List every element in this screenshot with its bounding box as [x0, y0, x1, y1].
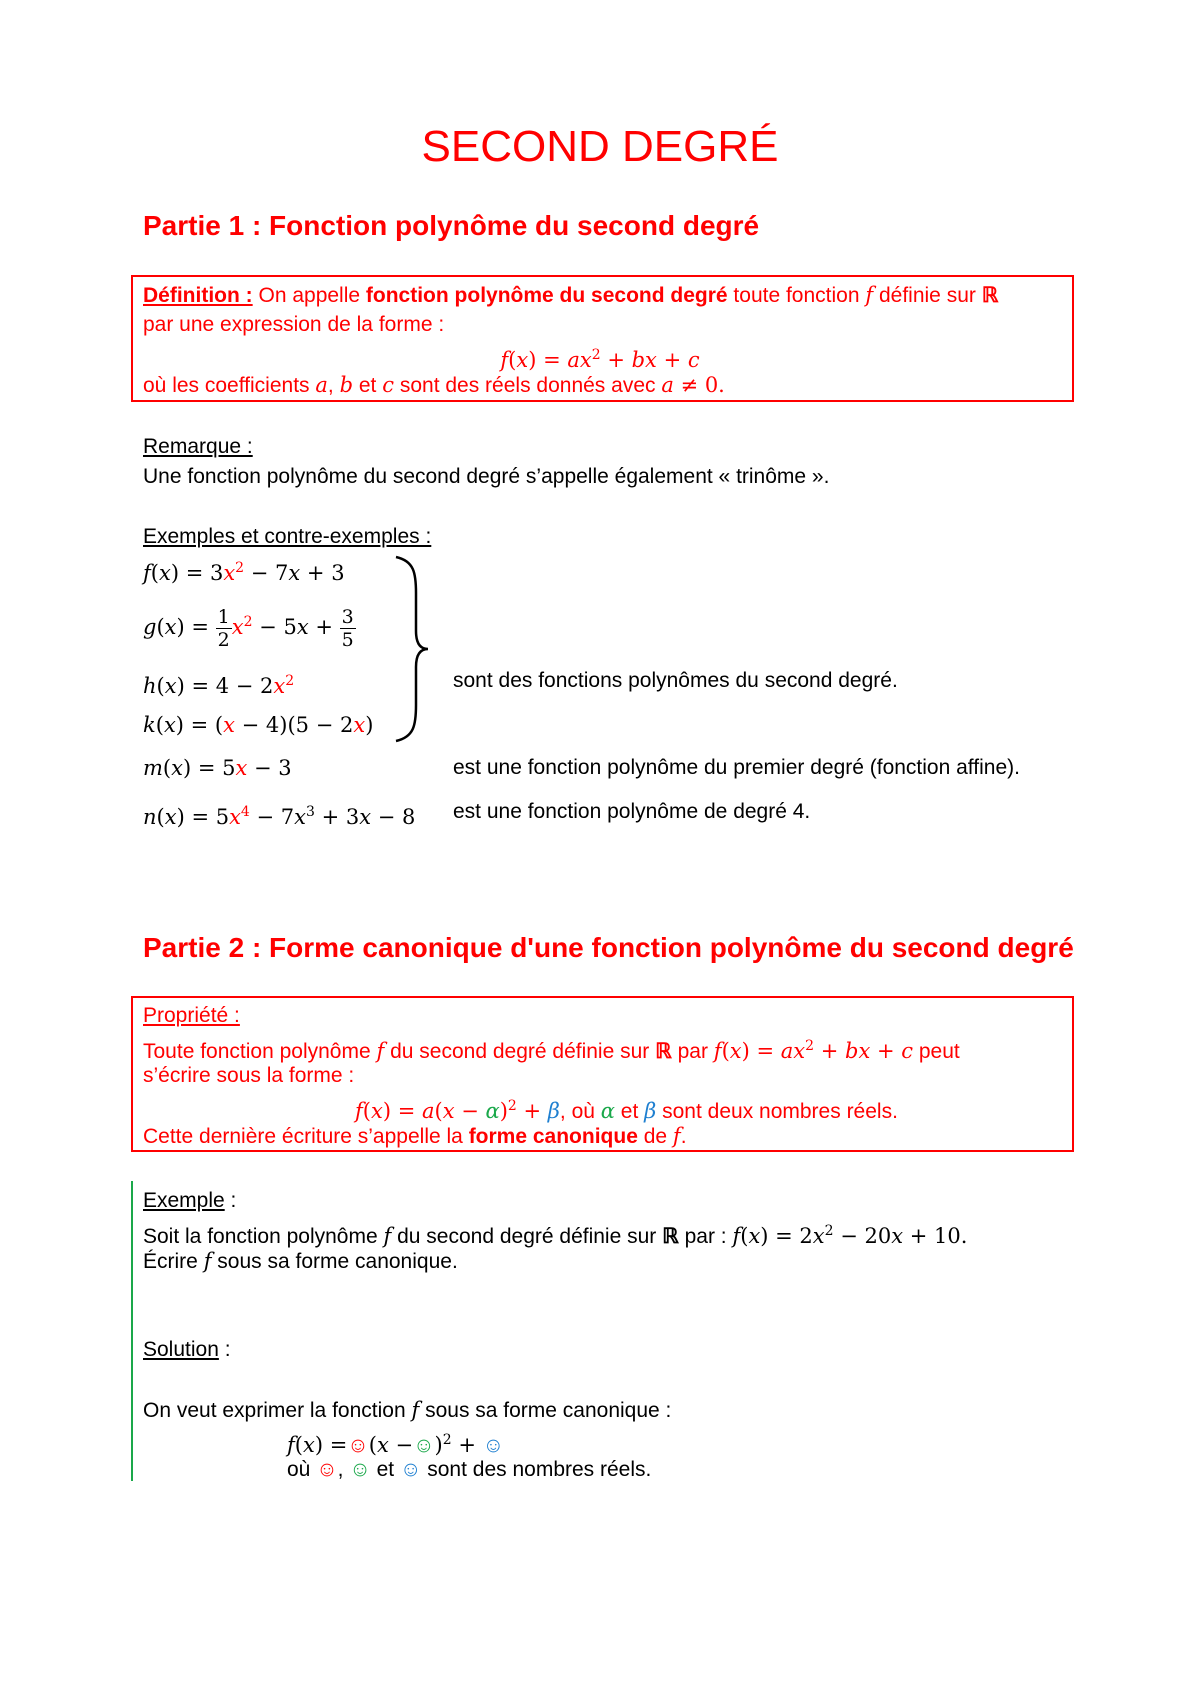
part2-heading: Partie 2 : Forme canonique d'une fonction polynôme du second degré [143, 932, 1074, 963]
brace-text: sont des fonctions polynômes du second degré. [453, 669, 898, 692]
exemple-line-2: Écrire f sous sa forme canonique. [143, 1249, 458, 1273]
solution-line-1: On veut exprimer la fonction f sous sa forme canonique : [143, 1398, 672, 1422]
page-title: SECOND DEGRÉ [421, 122, 779, 171]
exemple-heading: Exemple : [143, 1189, 237, 1212]
example-k: k(x) = (x − 4)(5 − 2x) [143, 713, 374, 737]
definition-label: Définition : [143, 284, 253, 307]
example-h: $h(x) = 4 - 2x^2$ [143, 673, 295, 698]
example-m: m(x) = 5x − 3 [143, 756, 292, 780]
propriete-line-3: $f(x) = a(x - \alpha)^2 + \beta$, où α et β sont deux nombres réels. [355, 1098, 898, 1123]
definition-line-2: par une expression de la forme : [143, 313, 445, 336]
propriete-line-1: Toute fonction polynôme f du second degré définie sur ℝ par $f(x) = ax^2$ + bx + c peut [143, 1038, 960, 1063]
smiley-red-icon: ☺ [316, 1458, 338, 1481]
definition-formula: $f(x) = ax^2$ + bx + c [500, 347, 700, 372]
smiley-blue-icon: ☺ [399, 1458, 422, 1481]
solution-heading: Solution : [143, 1338, 231, 1361]
propriete-line-4: Cette dernière écriture s’appelle la forme canonique de f. [143, 1124, 687, 1148]
example-f: $f(x) = 3x^2 - 7x + 3$ [143, 560, 345, 585]
example-n-text: est une fonction polynôme de degré 4. [453, 800, 811, 823]
curly-brace-icon [390, 553, 430, 743]
remarque-label: Remarque : [143, 435, 253, 458]
smiley-green-icon: ☺ [413, 1434, 435, 1457]
solution-line-2: f(x) =☺(x −☺)$^2$ + ☺ [287, 1432, 505, 1457]
definition-line-1: Définition : On appelle fonction polynôme du second degré toute fonction f définie sur ℝ [143, 283, 999, 307]
propriete-label: Propriété : [143, 1004, 240, 1027]
example-g: g(x) = $\frac{1}{2}$ $x^2 - 5x$ + $\frac{3}{5}$ [143, 605, 354, 651]
definition-line-4: où les coefficients a, b et c sont des réels donnés avec a ≠ 0. [143, 373, 725, 397]
part1-heading: Partie 1 : Fonction polynôme du second degré [143, 210, 760, 241]
green-margin-line [131, 1181, 133, 1481]
smiley-blue-icon: ☺ [482, 1434, 505, 1457]
example-m-text: est une fonction polynôme du premier degré (fonction affine). [453, 756, 1020, 779]
propriete-line-2: s’écrire sous la forme : [143, 1064, 355, 1087]
smiley-green-icon: ☺ [349, 1458, 371, 1481]
example-n: $n(x) = 5x^4 - 7x^3 + 3x - 8$ [143, 804, 416, 829]
exemple-line-1: Soit la fonction polynôme f du second degré définie sur ℝ par : $f(x) = 2x^2 - 20x + 10$. [143, 1223, 968, 1248]
solution-line-3: où ☺, ☺ et ☺ sont des nombres réels. [287, 1458, 652, 1481]
smiley-red-icon: ☺ [347, 1434, 369, 1457]
exemples-label: Exemples et contre-exemples : [143, 525, 432, 548]
remarque-text: Une fonction polynôme du second degré s’appelle également « trinôme ». [143, 465, 830, 488]
